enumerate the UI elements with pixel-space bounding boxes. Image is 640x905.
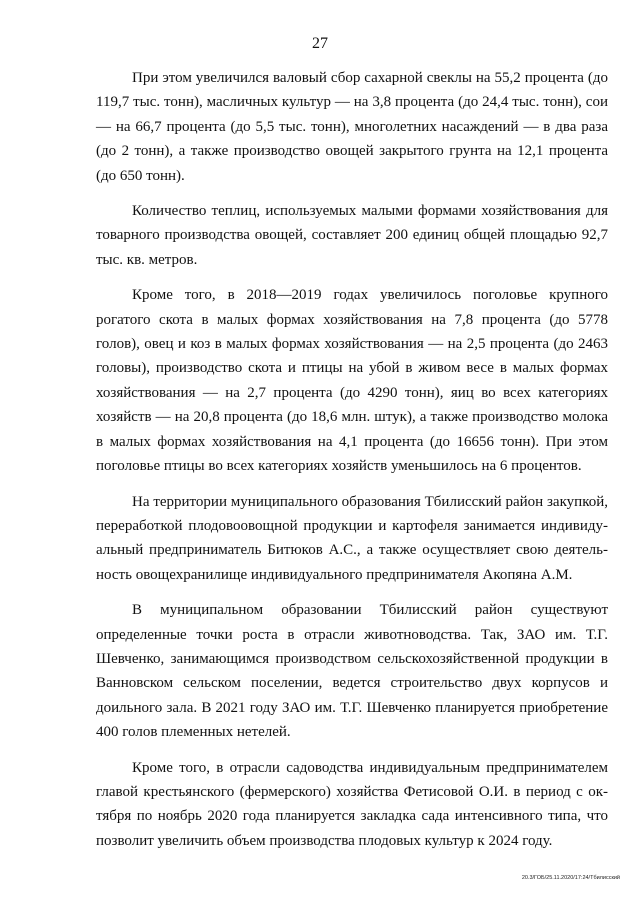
- paragraph-sugar-beet-harvest: При этом увеличился валовый сбор сахарной свеклы на 55,2 процента (до 119,7 тыс. тонн), масличных культур — на 3,8 процента (до 24,4 тыс. тонн), сои — на 66,7 процента (до 5,5 тыс. тонн), многолетних насаждений — в два раза (до 2 тонн), а также производство овощей закрытого грунта на 12,1 процента (до 650 тонн).: [96, 70, 608, 184]
- page-number: 27: [312, 35, 328, 52]
- paragraph-greenhouses: Количество теплиц, используемых малыми формами хозяйствования для товарного производства овощей, составляет 200 единиц общей площадью 92,7 тыс. кв. метров.: [96, 203, 608, 268]
- paragraph-processing: На территории муниципального образования Тбилисский район закупкой, переработкой плодовоовощной продукции и картофеля занимается индивидуальный предприниматель Битюков А.С., а также осуществляет свою деятельность овощехранилище индивидуального предпринимателя Акопяна А.М.: [96, 493, 608, 583]
- document-body: [96, 66, 608, 864]
- paragraph-livestock: Кроме того, в 2018—2019 годах увеличилось поголовье крупного рогатого скота в малых формах хозяйствования на 7,8 процента (до 5778 голов), овец и коз в малых формах хозяйствования — на 2,5 процента (до 2463 головы), производство скота и птицы на убой в живом весе в малых формах хозяйствования — на 2,7 процента (до 4290 тонн), яиц во всех категориях хозяйств — на 20,8 процента (до 18,6 млн. штук), а также производство молока в малых формах хозяйствования на 4,1 процента (до 16656 тонн). При этом поголовье птицы во всех категориях хозяйств уменьшилось на 6 процентов.: [96, 287, 608, 475]
- paragraph-horticulture: Кроме того, в отрасли садоводства индивидуальным предпринимателем главой крестьянского (фермерского) хозяйства Фетисовой О.И. в период с октября по ноябрь 2020 года планируется закладка сада интенсивного типа, что позволит увеличить объем производства плодовых культур к 2024 году.: [96, 759, 608, 849]
- paragraph-growth-points: В муниципальном образовании Тбилисский район существуют определенные точки роста в отрасли животноводства. Так, ЗАО им. Т.Г. Шевченко, занимающимся производством сельскохозяйственной продукции в Ванновском сельском поселении, ведется строительство двух корпусов и доильного зала. В 2021 году ЗАО им. Т.Г. Шевченко планируется приобретение 400 голов племенных нетелей.: [96, 602, 608, 741]
- document-footer-code: 20.3/ГОБ/25.11.2020/17:24/Тбилисский: [521, 875, 620, 881]
